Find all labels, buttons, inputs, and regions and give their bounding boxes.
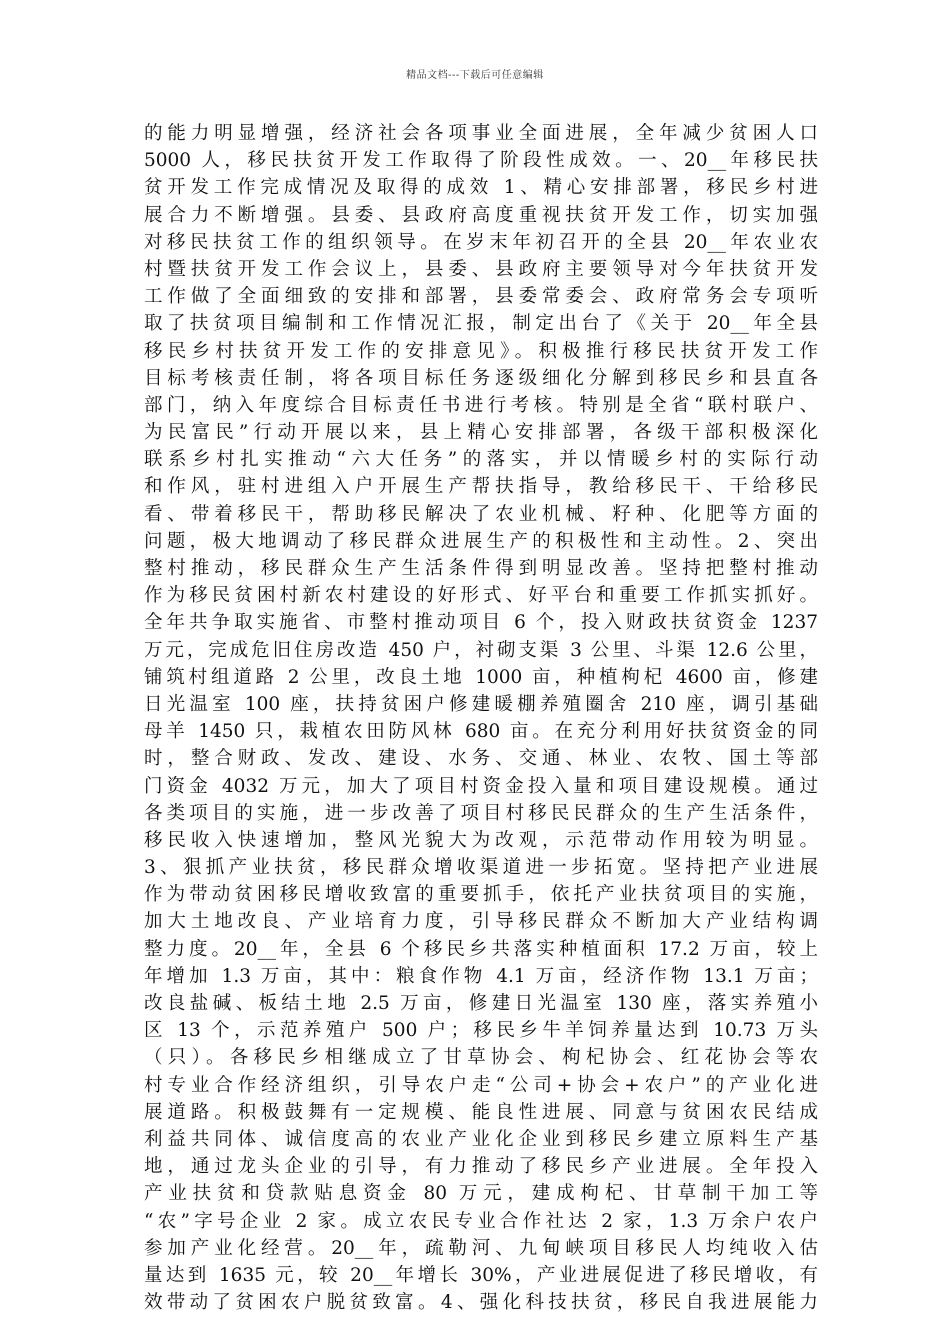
body-text-line: 地，通过龙头企业的引导，有力推动了移民乡产业进展。全年投入 bbox=[144, 1156, 818, 1178]
body-text-line: 利益共同体、诚信度高的农业产业化企业到移民乡建立原料生产基 bbox=[144, 1128, 818, 1150]
body-text-line: 整力度。20__年，全县 6 个移民乡共落实种植面积 17.2 万亩，较上 bbox=[144, 938, 818, 960]
body-text-line: 参加产业化经营。20__年，疏勒河、九甸峡项目移民人均纯收入估 bbox=[144, 1237, 818, 1259]
body-text-line: 整村推动，移民群众生产生活条件得到明显改善。坚持把整村推动 bbox=[144, 558, 818, 579]
body-text-line: 村专业合作经济组织，引导农户走“公司+协会+农户”的产业化进 bbox=[144, 1074, 818, 1096]
body-text-line: 效带动了贫困农户脱贫致富。4、强化科技扶贫，移民自我进展能力 bbox=[144, 1292, 818, 1314]
body-text-line: 和作风，驻村进组入户开展生产帮扶指导，教给移民干、干给移民 bbox=[144, 476, 818, 498]
body-text-line: 贫开发工作完成情况及取得的成效 1、精心安排部署，移民乡村进 bbox=[144, 177, 818, 199]
body-text-line: 展合力不断增强。县委、县政府高度重视扶贫开发工作，切实加强 bbox=[144, 204, 818, 226]
body-text-line: “农”字号企业 2 家。成立农民专业合作社达 2 家，1.3 万余户农户 bbox=[144, 1210, 818, 1232]
body-text-line: 各类项目的实施，进一步改善了项目村移民民群众的生产生活条件， bbox=[144, 802, 818, 824]
body-text-line: 为民富民”行动开展以来，县上精心安排部署，各级干部积极深化 bbox=[144, 422, 818, 444]
body-text-line: 区 13 个，示范养殖户 500 户；移民乡牛羊饲养量达到 10.73 万头 bbox=[144, 1020, 818, 1042]
body-text-line: 产业扶贫和贷款贴息资金 80 万元，建成枸杞、甘草制干加工等 bbox=[144, 1183, 818, 1205]
body-text-line: （只）。各移民乡相继成立了甘草协会、枸杞协会、红花协会等农 bbox=[144, 1047, 818, 1069]
body-text-line: 铺筑村组道路 2 公里，改良土地 1000 亩，种植枸杞 4600 亩，修建 bbox=[144, 666, 818, 688]
body-text-line: 工作做了全面细致的安排和部署，县委常委会、政府常务会专项听 bbox=[144, 286, 818, 308]
body-text-line: 展道路。积极鼓舞有一定规模、能良性进展、同意与贫困农民结成 bbox=[144, 1101, 818, 1123]
body-text-line: 对移民扶贫工作的组织领导。在岁末年初召开的全县 20__年农业农 bbox=[144, 231, 818, 253]
document-body bbox=[144, 120, 818, 1316]
body-text-line: 移民收入快速增加，整风光貌大为改观，示范带动作用较为明显。 bbox=[144, 829, 818, 851]
body-text-line: 部门，纳入年度综合目标责任书进行考核。特别是全省“联村联户、 bbox=[144, 394, 818, 416]
body-text-line: 的能力明显增强，经济社会各项事业全面进展，全年减少贫困人口 bbox=[144, 123, 818, 144]
body-text-line: 作为带动贫困移民增收致富的重要抓手，依托产业扶贫项目的实施， bbox=[144, 884, 818, 906]
body-text-line: 村暨扶贫开发工作会议上，县委、县政府主要领导对今年扶贫开发 bbox=[144, 258, 818, 280]
body-text-line: 母羊 1450 只，栽植农田防风林 680 亩。在充分利用好扶贫资金的同 bbox=[144, 721, 818, 743]
body-text-line: 联系乡村扎实推动“六大任务”的落实，并以情暖乡村的实际行动 bbox=[144, 449, 818, 471]
body-text-line: 门资金 4032 万元，加大了项目村资金投入量和项目建设规模。通过 bbox=[144, 775, 818, 797]
page-header: 精品文档---下载后可任意编辑 bbox=[406, 70, 544, 81]
body-text-line: 5000 人，移民扶贫开发工作取得了阶段性成效。一、20__年移民扶 bbox=[144, 150, 818, 172]
body-text-line: 年增加 1.3 万亩，其中：粮食作物 4.1 万亩，经济作物 13.1 万亩； bbox=[144, 965, 818, 987]
body-text-line: 移民乡村扶贫开发工作的安排意见》。积极推行移民扶贫开发工作 bbox=[144, 340, 818, 362]
body-text-line: 改良盐碱、板结土地 2.5 万亩，修建日光温室 130 座，落实养殖小 bbox=[144, 993, 818, 1014]
body-text-line: 时，整合财政、发改、建设、水务、交通、林业、农牧、国土等部 bbox=[144, 748, 818, 770]
body-text-line: 作为移民贫困村新农村建设的好形式、好平台和重要工作抓实抓好。 bbox=[144, 585, 818, 607]
body-text-line: 看、带着移民干，帮助移民解决了农业机械、籽种、化肥等方面的 bbox=[144, 503, 818, 525]
body-text-line: 问题，极大地调动了移民群众进展生产的积极性和主动性。2、突出 bbox=[144, 530, 818, 552]
body-text-line: 日光温室 100 座，扶持贫困户修建暖棚养殖圈舍 210 座，调引基础 bbox=[144, 693, 818, 715]
body-text-line: 加大土地改良、产业培育力度，引导移民群众不断加大产业结构调 bbox=[144, 911, 818, 933]
body-text-line: 3、狠抓产业扶贫，移民群众增收渠道进一步拓宽。坚持把产业进展 bbox=[144, 857, 818, 879]
body-text-line: 取了扶贫项目编制和工作情况汇报，制定出台了《关于 20__年全县 bbox=[144, 313, 818, 335]
body-text-line: 万元，完成危旧住房改造 450 户，衬砌支渠 3 公里、斗渠 12.6 公里， bbox=[144, 639, 818, 661]
body-text-line: 量达到 1635 元，较 20__年增长 30%，产业进展促进了移民增收，有 bbox=[144, 1264, 818, 1286]
body-text-line: 目标考核责任制，将各项目标任务逐级细化分解到移民乡和县直各 bbox=[144, 367, 818, 389]
body-text-line: 全年共争取实施省、市整村推动项目 6 个，投入财政扶贫资金 1237 bbox=[144, 612, 818, 634]
